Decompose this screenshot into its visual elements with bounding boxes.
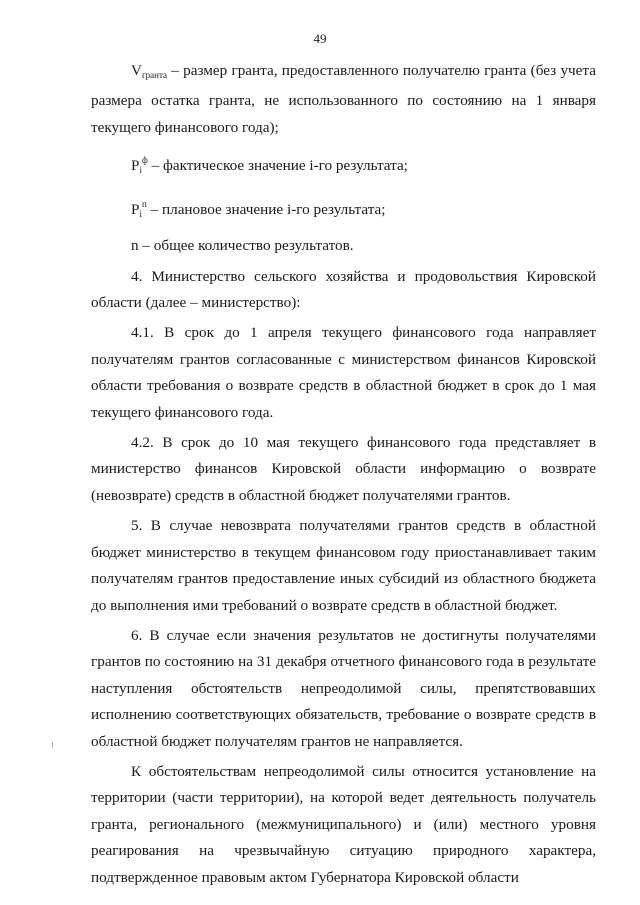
superscript-p: п — [141, 199, 147, 210]
document-body — [91, 58, 596, 895]
symbol-n: n — [131, 237, 139, 255]
paragraph-4: 4. Министерство сельского хозяйства и продовольствия Кировской области (далее – министерство): — [91, 267, 596, 312]
subscript-grant: гранта — [141, 70, 168, 80]
margin-mark — [52, 742, 53, 748]
paragraph-5: 5. В случае невозврата получателями грантов средств в областной бюджет министерство в текущем финансовом году приостанавливает таким получателям грантов предоставление иных субсидий из областного бюджета до выполнения ими требований о возврате средств в областной бюджет. — [91, 517, 596, 614]
symbol-v: V — [131, 62, 142, 79]
paragraph-4-1: 4.1. В срок до 1 апреля текущего финансового года направляет получателям грантов согласованные с министерством финансов Кировской области требования о возврате средств в областной бюджет в срок до 1 мая текущего финансового года. — [91, 324, 596, 421]
subscript-i: i — [139, 209, 142, 220]
page-number: 49 — [313, 31, 327, 46]
symbol-p: P — [131, 157, 140, 175]
definition-n — [91, 233, 596, 259]
definition-p-fact — [91, 145, 596, 185]
paragraph-4-2: 4.2. В срок до 10 мая текущего финансового года представляет в министерство финансов Кировской области информацию о возврате (невозврате) средств в областной бюджет получателями грантов. — [91, 434, 596, 504]
superscript-f: ф — [141, 155, 148, 166]
definition-text: – размер гранта, предоставленного получателю гранта (без учета размера остатка гранта, не использованного по состоянию на 1 января текущего финансового года); — [91, 62, 596, 136]
definition-text: – плановое значение i-го результата; — [146, 201, 386, 219]
definition-p-plan — [91, 189, 596, 229]
subscript-i: i — [139, 165, 142, 176]
definition-text: – фактическое значение i-го результата; — [147, 157, 408, 175]
paragraph-force-majeure: К обстоятельствам непреодолимой силы относится установление на территории (части территории), на которой ведет деятельность получатель гранта, регионального (межмуниципального) и (или) местного уровня реагирования на чрезвычайную ситуацию природного характера, подтвержденное правовым актом Губернатора Кировской области — [91, 762, 596, 886]
paragraph-6: 6. В случае если значения результатов не достигнуты получателями грантов по состоянию на 31 декабря отчетного финансового года в результате наступления обстоятельств непреодолимой силы, препятствовавших исполнению соответствующих обязательств, требование о возврате средств в областной бюджет получателям грантов не направляется. — [91, 626, 596, 750]
definition-text: – общее количество результатов. — [138, 237, 354, 255]
symbol-p: P — [131, 201, 140, 219]
definition-v-grant — [91, 58, 596, 141]
